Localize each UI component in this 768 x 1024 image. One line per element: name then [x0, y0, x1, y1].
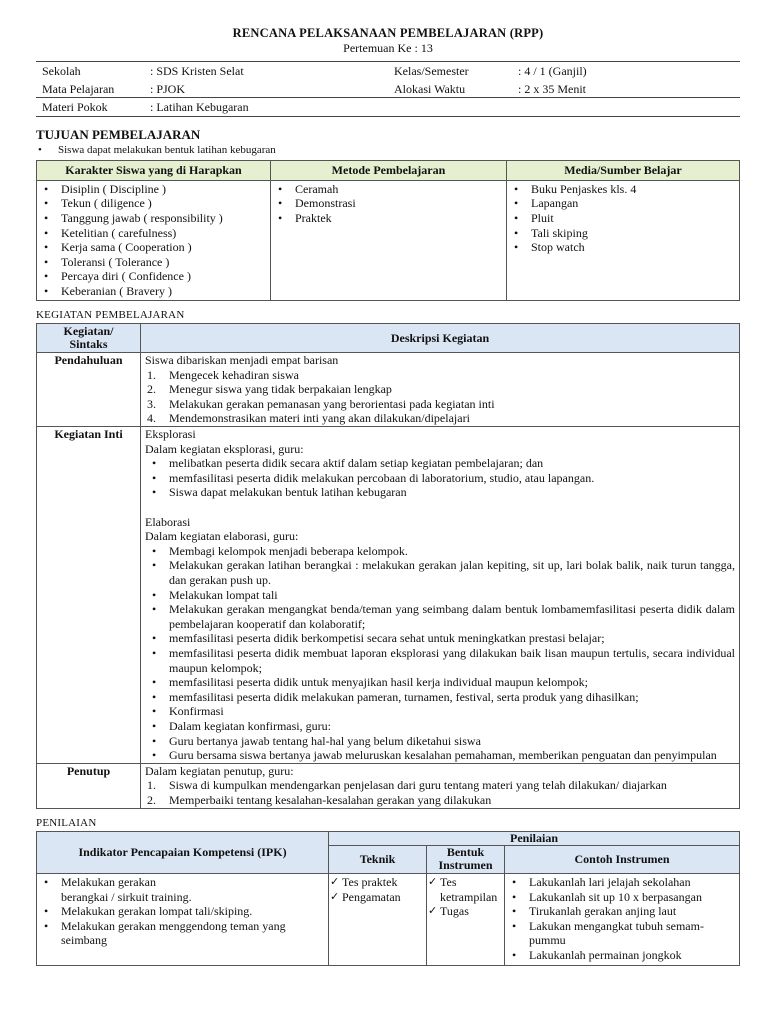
kegiatan-col-header [37, 324, 141, 353]
info-row-mapel [36, 80, 740, 98]
list-item: • Ketelitian ( carefulness) [37, 226, 270, 241]
list-item [37, 875, 328, 904]
deskripsi-header: Deskripsi Kegiatan [141, 324, 740, 353]
sekolah-value: : SDS Kristen Selat [150, 64, 244, 79]
list-item: • Keberanian ( Bravery ) [37, 284, 270, 299]
list-item: ✓ Tes praktek [329, 875, 426, 890]
list-item: • Melakukan gerakan lompat tali/skiping. [37, 904, 328, 919]
bentuk-list [427, 875, 504, 919]
teknik-header: Teknik [329, 846, 427, 874]
list-item: • memfasilitasi peserta didik berkompetisi secara sehat untuk meningkatkan prestasi belajar; [145, 631, 735, 646]
list-item: • Lakukan mengangkat tubuh semam-pummu [505, 919, 739, 948]
eksplorasi-intro: Dalam kegiatan eksplorasi, guru: [145, 441, 304, 456]
list-item: • Tali skiping [507, 226, 739, 241]
elaborasi-list [145, 544, 735, 763]
metode-list [271, 182, 506, 226]
list-item: • Melakukan lompat tali [145, 588, 735, 603]
list-item: Siswa di kumpulkan mendengarkan penjelasan dari guru tentang materi yang telah dilakukan/ diajarkan [169, 778, 667, 793]
list-item: • Stop watch [507, 240, 739, 255]
list-item: • Lakukanlah lari jelajah sekolahan [505, 875, 739, 890]
inti-row [37, 427, 740, 764]
mapel-value: : PJOK [150, 81, 186, 96]
list-item: • Lakukanlah sit up 10 x berpasangan [505, 890, 739, 905]
list-item: • Praktek [271, 211, 506, 226]
karakter-list [37, 182, 270, 299]
list-item: • Melakukan gerakan latihan berangkai : melakukan gerakan jalan kepiting, sit up, lari bolak balik, naik turun tangga, dan gerakan push up. [145, 558, 735, 587]
ipk-item-text: berangkai / sirkuit training. [61, 889, 192, 904]
penilaian-header: Penilaian [329, 832, 740, 846]
media-header: Media/Sumber Belajar [507, 161, 740, 181]
pendahuluan-label: Pendahuluan [37, 353, 141, 427]
bentuk-header [427, 846, 505, 874]
ipk-item-text: Melakukan gerakan [61, 875, 156, 890]
penilaian-heading: PENILAIAN [36, 816, 97, 829]
tujuan-heading: TUJUAN PEMBELAJARAN [36, 126, 201, 142]
eksplorasi-list [145, 456, 735, 500]
list-item: • Demonstrasi [271, 196, 506, 211]
list-item: ✓ Pengamatan [329, 890, 426, 905]
kegiatan-header-line2: Sintaks [69, 337, 108, 352]
list-item: ✓ Tugas [427, 904, 504, 919]
ipk-list [37, 875, 328, 948]
list-item: Mengecek kehadiran siswa [169, 367, 299, 382]
list-item: • memfasilitasi peserta didik melakukan pameran, turnamen, festival, serta produk yang dihasilkan; [145, 690, 735, 705]
contoh-list [505, 875, 739, 963]
materi-label: Materi Pokok [36, 98, 144, 117]
list-item: • Pluit [507, 211, 739, 226]
kegiatan-heading: KEGIATAN PEMBELAJARAN [36, 308, 185, 321]
mapel-label: Mata Pelajaran [42, 81, 115, 96]
ipk-header: Indikator Pencapaian Kompetensi (IPK) [37, 832, 329, 874]
metode-header: Metode Pembelajaran [271, 161, 507, 181]
tujuan-item: • Siswa dapat melakukan bentuk latihan kebugaran [36, 143, 740, 158]
pendahuluan-intro: Siswa dibariskan menjadi empat barisan [145, 353, 339, 368]
kegiatan-table [36, 323, 740, 808]
list-item: • Konfirmasi [145, 704, 735, 719]
kelas-label: Kelas/Semester [394, 64, 469, 79]
list-item: • Buku Penjaskes kls. 4 [507, 182, 739, 197]
alokasi-value: : 2 x 35 Menit [518, 81, 586, 96]
list-item: ✓ Tes ketrampilan [427, 875, 504, 904]
karakter-header: Karakter Siswa yang di Harapkan [37, 161, 271, 181]
list-item: • Membagi kelompok menjadi beberapa kelompok. [145, 544, 735, 559]
list-item: • Tirukanlah gerakan anjing laut [505, 904, 739, 919]
list-item: Mendemonstrasikan materi inti yang akan dilakukan/dipelajari [169, 411, 470, 426]
penutup-list [145, 778, 735, 807]
list-item: • Percaya diri ( Confidence ) [37, 269, 270, 284]
info-table [36, 61, 740, 117]
list-item: • Ceramah [271, 182, 506, 197]
document-title: RENCANA PELAKSANAAN PEMBELAJARAN (RPP) [232, 26, 544, 40]
list-item: • Lakukanlah permainan jongkok [505, 948, 739, 963]
pendahuluan-list [145, 368, 735, 426]
inti-label: Kegiatan Inti [37, 427, 141, 764]
list-item: • Disiplin ( Discipline ) [37, 182, 270, 197]
penilaian-table [36, 831, 740, 966]
bentuk-header-line2: Instrumen [438, 858, 493, 873]
list-item: Melakukan gerakan pemanasan yang berorientasi pada kegiatan inti [169, 396, 495, 411]
teknik-list [329, 875, 426, 904]
list-item: Menegur siswa yang tidak berpakaian lengkap [169, 382, 392, 397]
penutup-label: Penutup [37, 763, 141, 808]
list-item: • melibatkan peserta didik secara aktif dalam setiap kegiatan pembelajaran; dan [145, 456, 735, 471]
contoh-header: Contoh Instrumen [505, 846, 740, 874]
penutup-row [37, 763, 740, 808]
kelas-value: : 4 / 1 (Ganjil) [518, 64, 587, 79]
list-item: • Kerja sama ( Cooperation ) [37, 240, 270, 255]
list-item: • Guru bertanya jawab tentang hal-hal yang belum diketahui siswa [145, 734, 735, 749]
list-item: • Tekun ( diligence ) [37, 196, 270, 211]
list-item: • memfasilitasi peserta didik melakukan percobaan di laboratorium, studio, atau lapangan. [145, 471, 735, 486]
meeting-number: Pertemuan Ke : 13 [343, 40, 433, 55]
alokasi-label: Alokasi Waktu [394, 81, 466, 96]
sekolah-label: Sekolah [42, 64, 81, 79]
info-row-sekolah [36, 62, 740, 80]
list-item: Memperbaiki tentang kesalahan-kesalahan gerakan yang dilakukan [169, 792, 492, 807]
elaborasi-intro: Dalam kegiatan elaborasi, guru: [145, 529, 299, 544]
list-item: • Guru bersama siswa bertanya jawab meluruskan kesalahan pemahaman, memberikan penguatan dan penyimpulan [145, 748, 735, 763]
info-row-materi [36, 98, 740, 117]
list-item: • Dalam kegiatan konfirmasi, guru: [145, 719, 735, 734]
eksplorasi-title: Eksplorasi [145, 427, 196, 442]
bentuk-header-line1: Bentuk [446, 845, 485, 860]
list-item: • Melakukan gerakan menggendong teman yang seimbang [37, 919, 328, 948]
materi-value: : Latihan Kebugaran [144, 98, 740, 117]
pendahuluan-row [37, 353, 740, 427]
list-item: • memfasilitasi peserta didik untuk menyajikan hasil kerja individual maupun kelompok; [145, 675, 735, 690]
list-item: • Melakukan gerakan mengangkat benda/teman yang seimbang dalam bentuk lombamemfasilitasi peserta didik dalam pembelajaran kooperatif dan kolaboratif; [145, 602, 735, 631]
kegiatan-header-line1: Kegiatan/ [63, 324, 114, 339]
list-item: • Siswa dapat melakukan bentuk latihan kebugaran [145, 485, 735, 500]
media-list [507, 182, 739, 255]
elaborasi-title: Elaborasi [145, 514, 191, 529]
karakter-table [36, 160, 740, 300]
list-item: • memfasilitasi peserta didik membuat laporan eksplorasi yang dilakukan baik lisan maupun tertulis, secara individual maupun kelompok; [145, 646, 735, 675]
list-item: • Toleransi ( Tolerance ) [37, 255, 270, 270]
list-item: • Lapangan [507, 196, 739, 211]
list-item: • Tanggung jawab ( responsibility ) [37, 211, 270, 226]
penutup-intro: Dalam kegiatan penutup, guru: [145, 763, 294, 778]
